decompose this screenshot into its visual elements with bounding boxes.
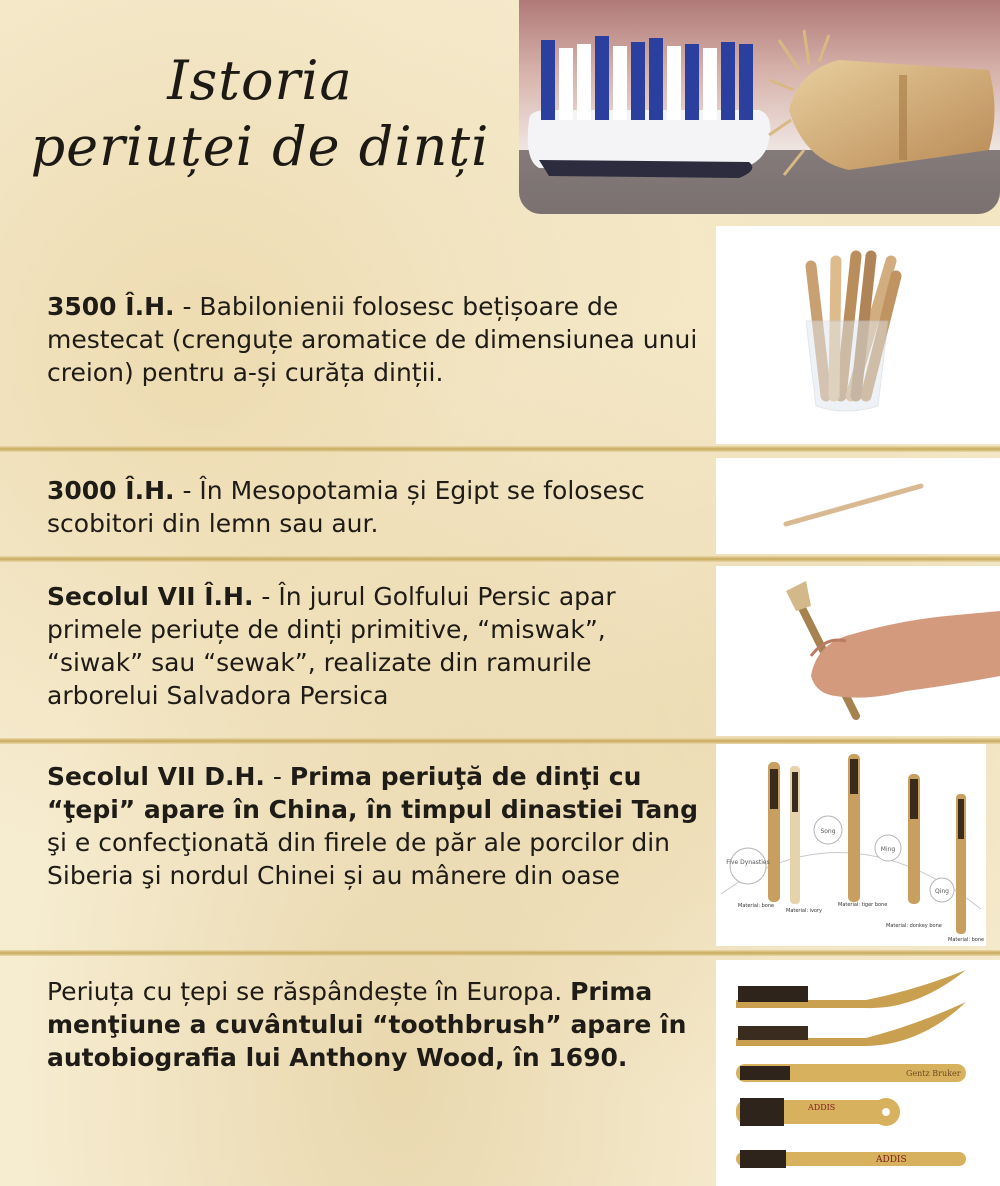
label-addis-2: ADDIS	[876, 1155, 907, 1165]
image-hand-miswak	[716, 566, 1000, 736]
label-gentz-bruker: Gentz Bruker	[906, 1069, 961, 1078]
entry-text: - Babilonienii folosesc bețișoare de mestecat (crenguțe aromatice de dimensiunea unui creion) pentru a-și curăța dinții.	[47, 292, 698, 387]
entry-date: Secolul VII Î.H.	[47, 582, 254, 611]
page-title	[0, 48, 520, 180]
entry-text-rest: şi e confecţionată din firele de păr ale porcilor din Siberia şi nordul Chinei și au mânere din oase	[47, 828, 670, 890]
entry-text-bold: Prima periuţă de dinţi cu “ţepi” apare în China, în timpul dinastiei Tang	[47, 762, 698, 824]
chewing-sticks-illustration	[716, 226, 1000, 444]
image-chinese-toothbrushes	[716, 744, 986, 946]
entry-europe	[47, 975, 707, 1074]
toothpick-illustration	[716, 458, 1000, 554]
european-toothbrushes-illustration	[716, 960, 1000, 1186]
hand-miswak-illustration	[716, 566, 1000, 736]
entry-secolul-vii-ih	[47, 580, 707, 712]
entry-3000-ih	[47, 474, 707, 540]
image-european-toothbrushes	[716, 960, 1000, 1186]
entry-date: 3000 Î.H.	[47, 476, 175, 505]
hero-illustration	[519, 0, 1000, 214]
chinese-toothbrushes-illustration	[716, 744, 986, 946]
label-material-2: Material: ivory	[786, 908, 823, 914]
label-material-5: Material: bone	[948, 937, 985, 943]
separator	[0, 950, 1000, 956]
title-line-2: periuței de dinți	[30, 115, 490, 178]
entry-text-bold: Prima menţiune a cuvântului “toothbrush” apare în autobiografia lui Anthony Wood, în 1690.	[47, 977, 687, 1072]
image-chewing-sticks	[716, 226, 1000, 444]
label-five-dynasties: Five Dynasties	[726, 859, 770, 866]
hero-image-toothbrush-miswak	[519, 0, 1000, 214]
entry-secolul-vii-dh	[47, 760, 707, 892]
separator	[0, 556, 1000, 562]
entry-text: - În Mesopotamia și Egipt se folosesc scobitori din lemn sau aur.	[47, 476, 645, 538]
title-line-1: Istoria	[167, 49, 353, 112]
entry-text: - În jurul Golfului Persic apar primele periuțe de dinți primitive, “miswak”, “siwak” sau “sewak”, realizate din ramurile arborelui Salvadora Persica	[47, 582, 616, 710]
label-material-4: Material: donkey bone	[886, 923, 942, 929]
label-material-3: Material: tiger bone	[838, 902, 888, 908]
label-material-1: Material: bone	[738, 903, 775, 909]
label-ming: Ming	[880, 846, 896, 853]
entry-text-plain: Periuța cu țepi se răspândește în Europa.	[47, 977, 571, 1006]
label-addis-1: ADDIS	[808, 1103, 836, 1112]
entry-date: 3500 Î.H.	[47, 292, 175, 321]
entry-3500-ih	[47, 290, 707, 389]
separator	[0, 446, 1000, 452]
entry-date: Secolul VII D.H.	[47, 762, 265, 791]
label-qing: Qing	[934, 888, 950, 895]
image-toothpick	[716, 458, 1000, 554]
entry-text-plain: -	[264, 762, 290, 791]
label-song: Song	[820, 828, 836, 835]
